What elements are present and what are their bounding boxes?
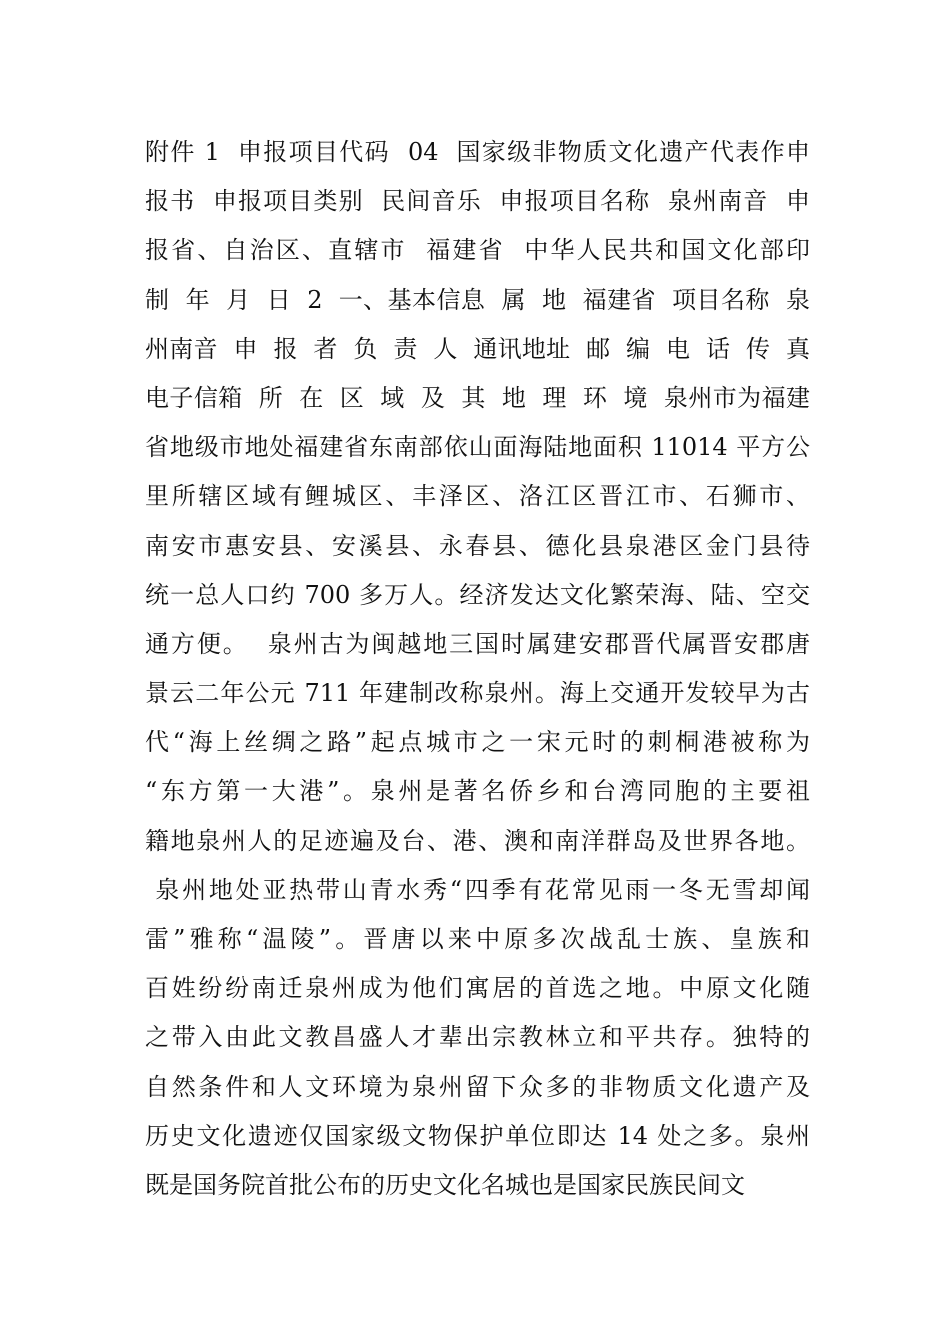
text-line: 籍地泉州人的足迹遍及台、港、澳和南洋群岛及世界各地。 <box>145 826 810 855</box>
text-line: “东方第一大港”。泉州是著名侨乡和台湾同胞的主要祖 <box>145 777 810 806</box>
text-line: 泉州地处亚热带山青水秀“四季有花常见雨一冬无雪却闻 <box>145 875 810 904</box>
text-line: 百姓纷纷南迁泉州成为他们寓居的首选之地。中原文化随 <box>145 974 810 1003</box>
text-line: 既是国务院首批公布的历史文化名城也是国家民族民间文 <box>145 1170 745 1199</box>
text-line: 报书 申报项目类别 民间音乐 申报项目名称 泉州南音 申 <box>145 187 810 216</box>
text-line: 代“海上丝绸之路”起点城市之一宋元时的刺桐港被称为 <box>145 728 810 757</box>
text-line: 电子信箱 所 在 区 域 及 其 地 理 环 境 泉州市为福建 <box>145 383 810 412</box>
text-line: 通方便。 泉州古为闽越地三国时属建安郡晋代属晋安郡唐 <box>145 629 810 658</box>
text-line: 雷”雅称“温陵”。晋唐以来中原多次战乱士族、皇族和 <box>145 925 810 953</box>
text-line: 历史文化遗迹仅国家级文物保护单位即达 14 处之多。泉州 <box>145 1121 810 1150</box>
text-line: 附件 1 申报项目代码 04 国家级非物质文化遗产代表作申 <box>145 138 810 166</box>
text-line: 之带入由此文教昌盛人才辈出宗教林立和平共存。独特的 <box>145 1023 810 1052</box>
text-line: 报省、自治区、直辖市 福建省 中华人民共和国文化部印 <box>145 236 810 265</box>
document-body-text <box>145 128 810 1210</box>
text-line: 制 年 月 日 2 一、基本信息 属 地 福建省 项目名称 泉 <box>145 285 810 314</box>
text-line: 南安市惠安县、安溪县、永春县、德化县泉港区金门县待 <box>145 531 810 560</box>
text-line: 景云二年公元 711 年建制改称泉州。海上交通开发较早为古 <box>145 679 810 708</box>
text-line: 省地级市地处福建省东南部依山面海陆地面积 11014 平方公 <box>145 433 810 462</box>
text-line: 自然条件和人文环境为泉州留下众多的非物质文化遗产及 <box>145 1072 810 1101</box>
text-line: 里所辖区域有鲤城区、丰泽区、洛江区晋江市、石狮市、 <box>145 482 810 511</box>
text-line: 统一总人口约 700 多万人。经济发达文化繁荣海、陆、空交 <box>145 580 810 609</box>
text-line: 州南音 申 报 者 负 责 人 通讯地址 邮 编 电 话 传 真 <box>145 334 810 363</box>
